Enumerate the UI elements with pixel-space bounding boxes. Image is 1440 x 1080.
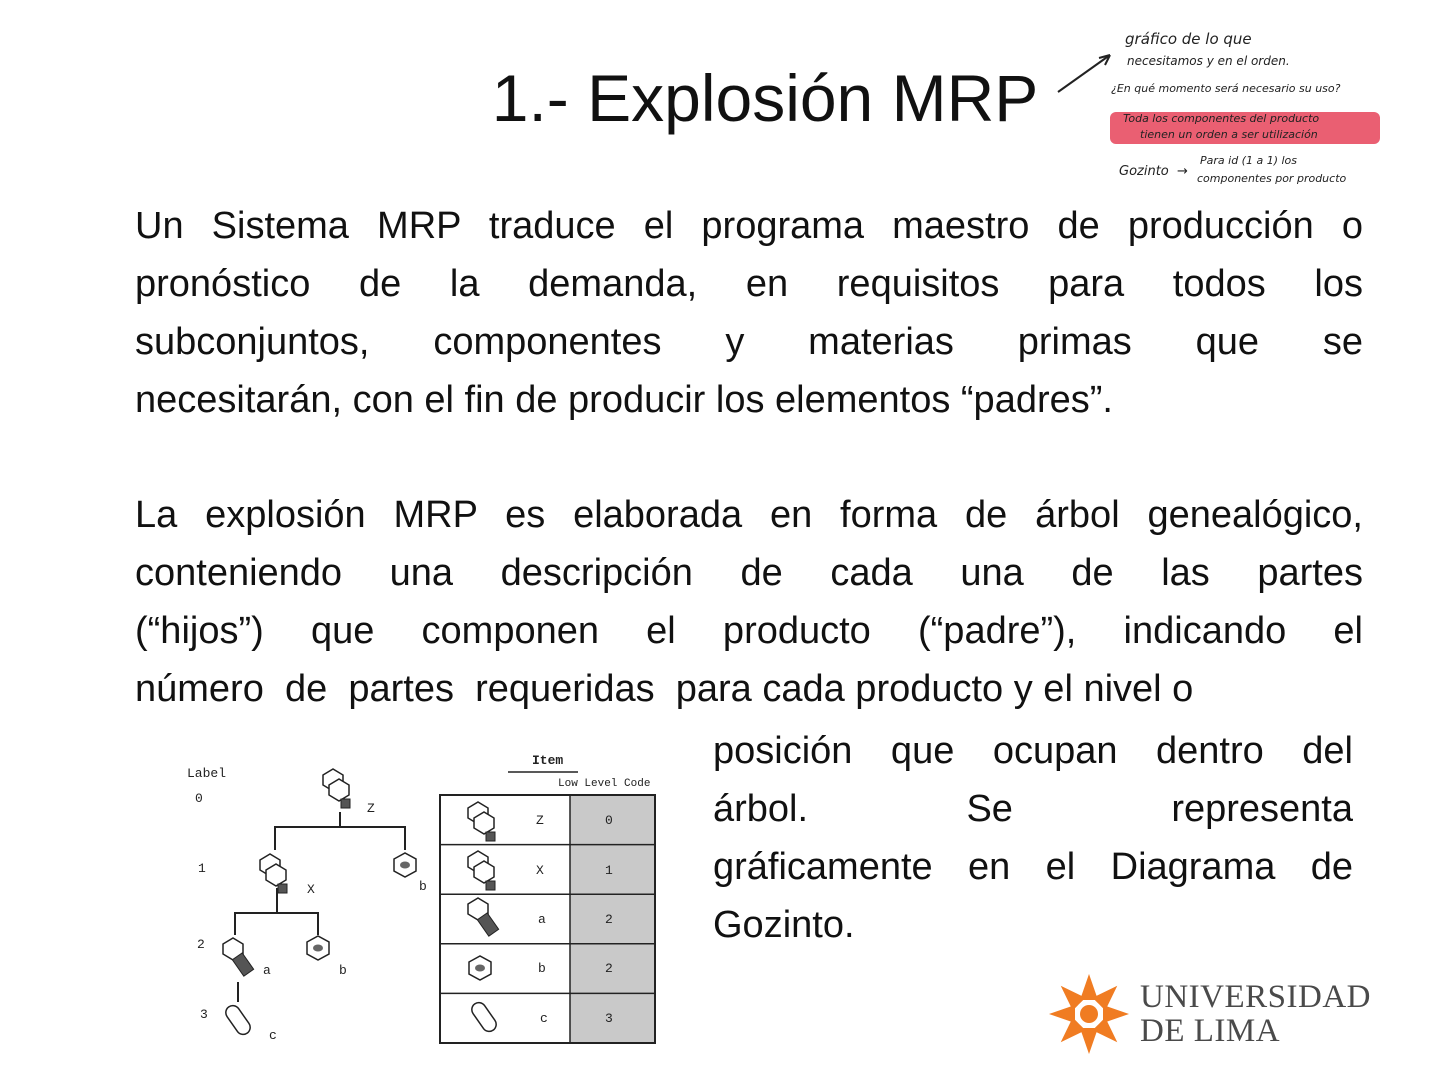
tree-label: Z [367, 801, 375, 816]
text-line: La explosión MRP es elaborada en forma de árbol genealógico, [135, 494, 1363, 536]
tree-label: b [339, 963, 347, 978]
assembly-z-icon [323, 769, 350, 808]
text-line: (“hijos”) que componen el producto (“padre”), indicando el [135, 610, 1363, 652]
level-label: 2 [197, 937, 205, 952]
note-line: necesitamos y en el orden. [1127, 54, 1290, 68]
bolt-icon [223, 938, 254, 976]
paragraph-2 [135, 486, 1363, 718]
text-line: árbol. Se representa [713, 788, 1353, 830]
text-line: Un Sistema MRP traduce el programa maestro de producción o [135, 205, 1363, 247]
gozinto-diagram [170, 740, 670, 1050]
svg-text:c: c [540, 1011, 548, 1026]
nut-icon [394, 853, 416, 877]
text-line: Gozinto. [713, 904, 855, 946]
text-line: conteniendo una descripción de cada una de las partes [135, 552, 1363, 594]
svg-text:2: 2 [605, 961, 613, 976]
text-line: pronóstico de la demanda, en requisitos para todos los [135, 263, 1363, 305]
tree-label: a [263, 963, 271, 978]
arrow-icon: → [1177, 164, 1188, 179]
paragraph-2-continued [713, 722, 1353, 954]
logo-line-1: UNIVERSIDAD [1140, 979, 1371, 1015]
handwritten-notes [1105, 22, 1395, 197]
text-line: posición que ocupan dentro del [713, 730, 1353, 772]
note-line: ¿En qué momento será necesario su uso? [1111, 82, 1341, 95]
note-line: tienen un orden a ser utilización [1140, 128, 1318, 141]
svg-text:2: 2 [605, 912, 613, 927]
note-line: gráfico de lo que [1125, 30, 1252, 48]
level-label: 1 [198, 861, 206, 876]
tree-label: X [307, 882, 315, 897]
nut-icon [307, 936, 329, 960]
svg-text:b: b [538, 961, 546, 976]
text-line: subconjuntos, componentes y materias primas que se [135, 321, 1363, 363]
tree-lines [235, 812, 405, 1002]
note-line: Toda los componentes del producto [1123, 112, 1320, 125]
paragraph-1 [135, 197, 1363, 429]
svg-text:0: 0 [605, 813, 613, 828]
text-line: gráficamente en el Diagrama de [713, 846, 1353, 888]
svg-text:1: 1 [605, 863, 613, 878]
logo-star-icon [1045, 970, 1135, 1055]
label-header: Label [187, 766, 227, 781]
note-line: componentes por producto [1197, 172, 1347, 185]
level-label: 0 [195, 791, 203, 806]
pin-icon [223, 1003, 253, 1037]
tree-label: c [269, 1028, 277, 1043]
svg-text:a: a [538, 912, 546, 927]
svg-text:3: 3 [605, 1011, 613, 1026]
tree-label: b [419, 879, 427, 894]
slide-title: 1.- Explosión MRP [491, 61, 1039, 135]
text-line: número de partes requeridas para cada producto y el nivel o [135, 668, 1194, 710]
note-line: Gozinto [1119, 164, 1169, 179]
svg-text:Z: Z [536, 813, 544, 828]
svg-text:X: X [536, 863, 544, 878]
level-label: 3 [200, 1007, 208, 1022]
assembly-x-icon [260, 854, 287, 893]
text-line: necesitarán, con el fin de producir los elementos “padres”. [135, 379, 1113, 421]
universidad-de-lima-logo [1045, 970, 1390, 1055]
note-line: Para id (1 a 1) los [1200, 154, 1297, 167]
logo-line-2: DE LIMA [1140, 1013, 1281, 1049]
item-header: Item [532, 753, 564, 768]
low-level-code-header: Low Level Code [558, 778, 651, 790]
